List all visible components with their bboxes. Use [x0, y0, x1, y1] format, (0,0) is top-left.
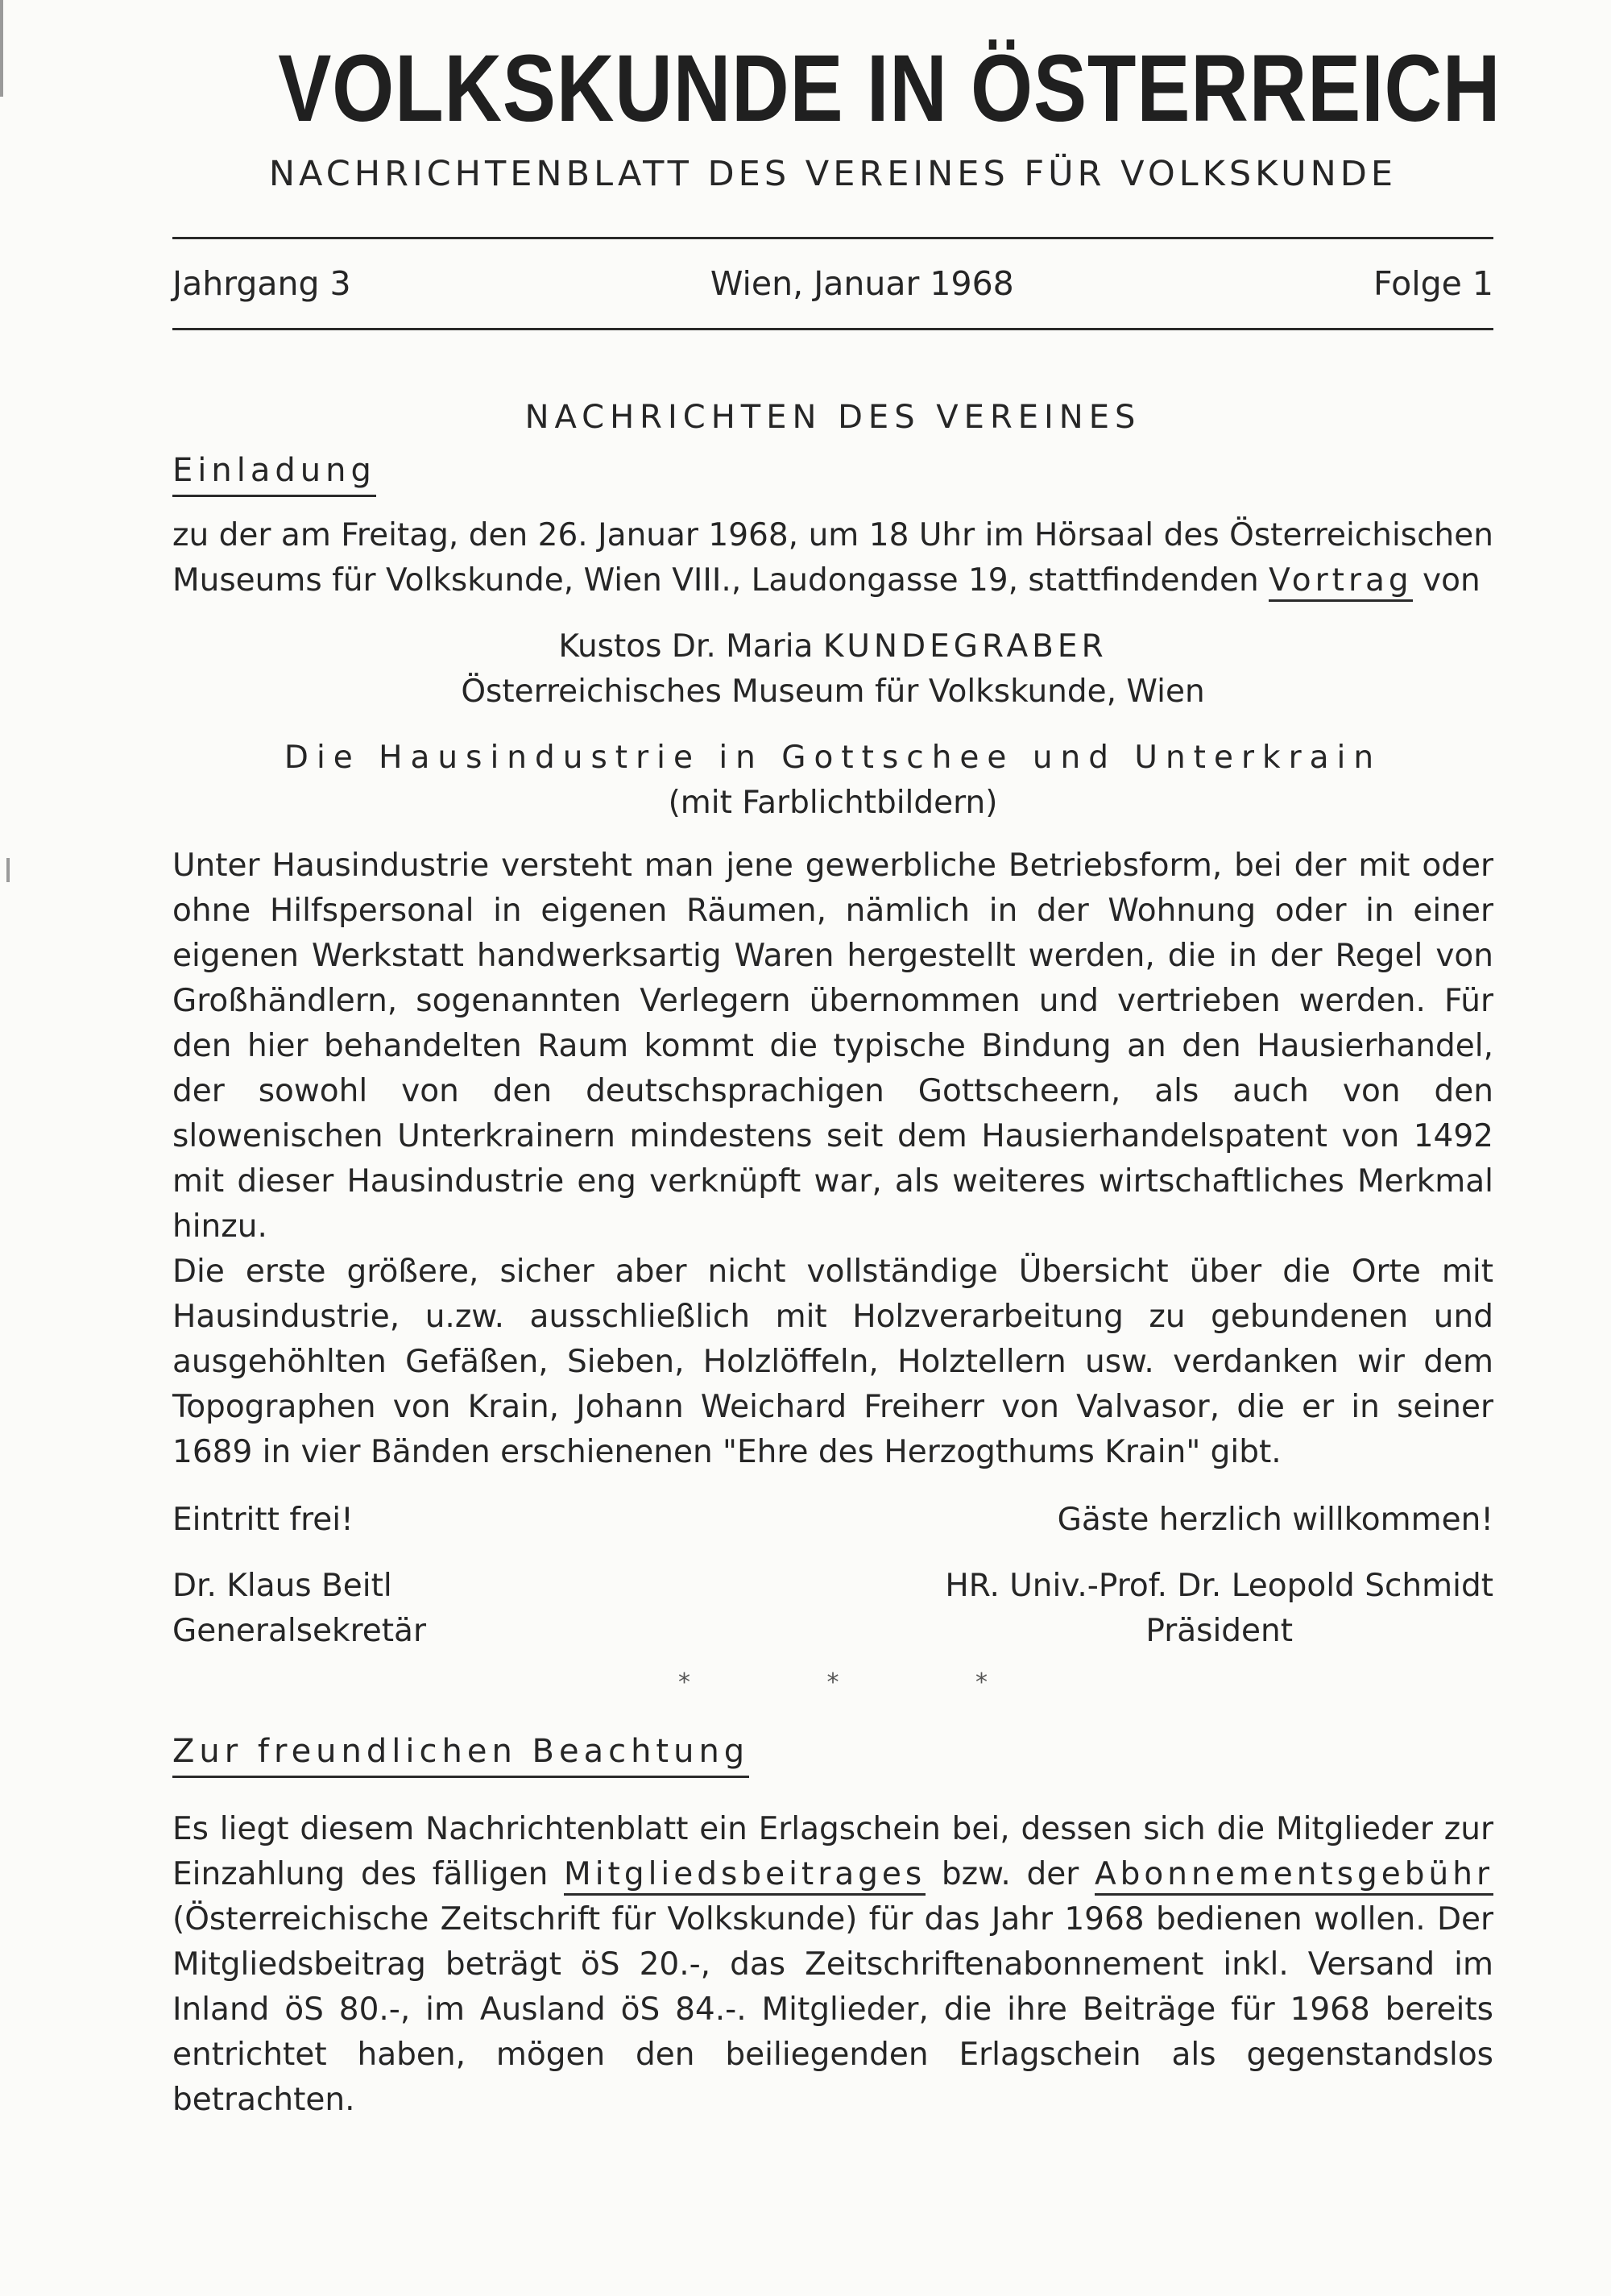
speaker-affiliation: Österreichisches Museum für Volkskunde, Wien: [461, 673, 1205, 710]
abstract-paragraph-1: Unter Hausindustrie versteht man jene gewerbliche Betriebsform, bei der mit oder ohne Hilfspersonal in eigenen Räumen, nämlich in der Wohnung oder in einer eigenen Werkstatt handwerksartig Waren hergestellt werden, die in der Regel von Großhändlern, sogenannten Verlegern übernommen und vertrieben werden. Für den hier behandelten Raum kommt die typische Bindung an den Hausierhandel, der sowohl von den deutschsprachigen Gottscheern, als auch von den slowenischen Unterkrainern mindestens seit dem Hausierhandelspatent von 1492 mit dieser Hausindustrie eng verknüpft war, als weiteres wirtschaftliches Merkmal hinzu.: [172, 848, 1493, 1245]
lecture-note: (mit Farblichtbildern): [668, 785, 998, 821]
lecture-word: Vortrag: [1269, 562, 1413, 602]
signer-right: [945, 1564, 1493, 1654]
bottom-rule: [172, 328, 1493, 330]
notice-term-subscription: Abonnementsgebühr: [1095, 1856, 1493, 1896]
section-title: NACHRICHTEN DES VEREINES: [524, 399, 1141, 436]
masthead-subtitle: NACHRICHTENBLATT DES VEREINES FÜR VOLKSKUNDE: [268, 154, 1398, 194]
notice-term-membership: Mitgliedsbeitrages: [564, 1856, 926, 1896]
issue-place-date: Wien, Januar 1968: [710, 264, 1014, 303]
guests-note: Gäste herzlich willkommen!: [1057, 1502, 1493, 1538]
notice-paragraph: [172, 1807, 1493, 2123]
signer-left-name: Dr. Klaus Beitl: [172, 1568, 392, 1604]
notice-heading-text: Zur freundlichen Beachtung: [172, 1729, 749, 1778]
separator-stars: * * *: [677, 1668, 1053, 1697]
speaker-line: [172, 624, 1493, 669]
signer-right-name: HR. Univ.-Prof. Dr. Leopold Schmidt: [945, 1568, 1493, 1604]
abstract-paragraph-2: Die erste größere, sicher aber nicht vollständige Übersicht über die Orte mit Hausindustrie, u.zw. ausschließlich mit Holzverarbeitung zu gebundenen und ausgehöhlten Gefäßen, Sieben, Holzlöffeln, Holztellern usw. verdanken wir dem Topographen von Krain, Johann Weichard Freiherr von Valvasor, die er in seiner 1689 in vier Bänden erschienenen "Ehre des Herzogthums Krain" gibt.: [172, 1254, 1493, 1470]
speaker-prefix: Kustos Dr. Maria: [558, 628, 823, 665]
invitation-heading-text: Einladung: [172, 448, 376, 497]
speaker-surname: KUNDEGRABER: [822, 628, 1108, 665]
signature-row: [172, 1564, 1493, 1654]
invitation-intro: [172, 513, 1493, 603]
notice-text-2: bzw. der: [926, 1856, 1095, 1892]
lecture-abstract: [172, 843, 1493, 1475]
left-margin-mark: [0, 0, 3, 97]
signer-left: [172, 1564, 426, 1654]
signer-left-title: Generalsekretär: [172, 1613, 426, 1649]
issue-info-row: [172, 239, 1493, 328]
invitation-intro-text: zu der am Freitag, den 26. Januar 1968, um 18 Uhr im Hörsaal des Österreichischen Museums für Volkskunde, Wien VIII., Laudongasse 19, stattfindenden: [172, 517, 1493, 599]
issue-number: Folge 1: [1373, 264, 1493, 303]
invitation-intro-end: von: [1412, 562, 1481, 599]
document-page: [172, 32, 1501, 2123]
issue-volume: Jahrgang 3: [172, 264, 351, 303]
lecture-title: Die Hausindustrie in Gottschee und Unterkrain: [284, 740, 1382, 776]
entry-note: Eintritt frei!: [172, 1502, 354, 1538]
notice-heading: [172, 1729, 1493, 1778]
notice-text-1: Es liegt diesem Nachrichtenblatt ein Erlagschein bei, dessen sich die Mitglieder zur Einzahlung des fälligen: [172, 1811, 1493, 1892]
lecture-block: [172, 736, 1493, 826]
entry-row: [172, 1498, 1493, 1543]
signer-right-title: Präsident: [1145, 1613, 1294, 1649]
masthead-title: VOLKSKUNDE IN ÖSTERREICH: [278, 35, 1501, 142]
left-margin-mark-small: [6, 858, 10, 882]
invitation-heading: [172, 448, 1493, 497]
notice-text-3: (Österreichische Zeitschrift für Volkskunde) für das Jahr 1968 bedienen wollen. Der Mitgliedsbeitrag beträgt öS 20.-, das Zeitschriftenabonnement inkl. Versand im Inland öS 80.-, im Ausland öS 84.-. Mitglieder, die ihre Beiträge für 1968 bereits entrichtet haben, mögen den beiliegenden Erlagschein als gegenstandslos betrachten.: [172, 1901, 1493, 2118]
speaker-block: [172, 624, 1493, 715]
